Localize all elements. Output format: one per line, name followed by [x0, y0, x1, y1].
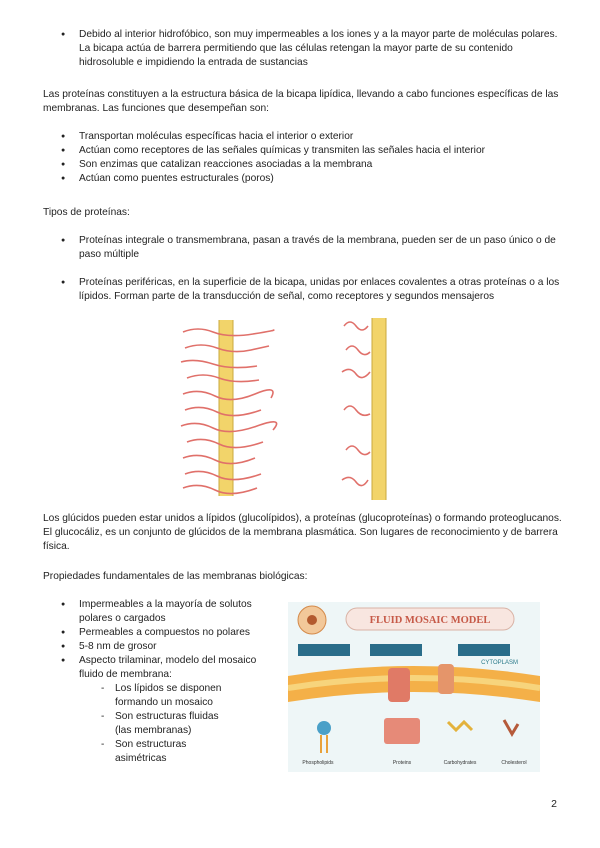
- mosaic-label: Carbohydrates: [443, 760, 477, 766]
- mosaic-label: Proteins: [392, 760, 412, 766]
- types-heading: Tipos de proteínas:: [43, 207, 130, 218]
- integral-proteins-figure: [173, 318, 293, 500]
- list-item: ● Proteínas integrale o transmembrana, pasan a través de la membrana, pueden ser de un paso único o de paso múltiple: [43, 234, 563, 262]
- fluid-mosaic-figure: [288, 602, 540, 772]
- mosaic-title: FLUID MOSAIC MODEL: [369, 615, 491, 626]
- functions-list: [43, 130, 563, 186]
- list-item: ● Impermeables a la mayoría de solutos polares o cargados: [43, 598, 283, 626]
- paragraph-glucidos: Los glúcidos pueden estar unidos a lípidos (glucolípidos), a proteínas (glucoproteínas) o formando proteoglucanos. El glucocáliz, es un conjunto de glúcidos de la membrana plasmática. Son lugares de reconocimiento y de barrera física.: [43, 513, 562, 552]
- list-item: ● Proteínas periféricas, en la superficie de la bicapa, unidas por enlaces covalentes a otras proteínas o a los lípidos. Forman parte de la transducción de señal, como receptores y segundos mensajeros: [43, 276, 563, 304]
- list-item: ● Debido al interior hidrofóbico, son muy impermeables a los iones y a la mayor parte de moléculas polares. La bicapa actúa de barrera permitiendo que las células retengan la mayor parte de su contenido hidrosoluble e impidiendo la entrada de sustancias: [43, 28, 563, 70]
- list-item: ● Transportan moléculas específicas hacia el interior o exterior: [43, 130, 563, 144]
- list-item: ● Permeables a compuestos no polares: [43, 626, 283, 640]
- page-number: 2: [551, 798, 557, 810]
- bullets-top: [43, 28, 563, 70]
- list-item: ● Actúan como receptores de las señales químicas y transmiten las señales hacia el interior: [43, 144, 563, 158]
- paragraph-proteins: Las proteínas constituyen a la estructura básica de la bicapa lipídica, llevando a cabo funciones específicas de las membranas. Las funciones que desempeñan son:: [43, 89, 559, 114]
- cytoplasm-label: CYTOPLASM: [481, 660, 518, 666]
- list-item: ● Aspecto trilaminar, modelo del mosaico fluido de membrana:: [43, 654, 283, 682]
- types-list: [43, 234, 563, 304]
- list-item: ● Actúan como puentes estructurales (poros): [43, 172, 563, 186]
- list-item: ● 5-8 nm de grosor: [43, 640, 283, 654]
- properties-heading: Propiedades fundamentales de las membranas biológicas:: [43, 571, 308, 582]
- list-item: ● Son enzimas que catalizan reacciones asociadas a la membrana: [43, 158, 563, 172]
- properties-list: [43, 598, 283, 766]
- mosaic-label: Phospholipids: [302, 760, 334, 766]
- list-item: - Los lípidos se disponen formando un mosaico: [43, 682, 225, 710]
- mosaic-label: Cholesterol: [501, 760, 527, 766]
- list-item: - Son estructuras fluidas (las membranas): [43, 710, 225, 738]
- peripheral-proteins-figure: [336, 310, 420, 502]
- list-item: - Son estructuras asimétricas: [43, 738, 225, 766]
